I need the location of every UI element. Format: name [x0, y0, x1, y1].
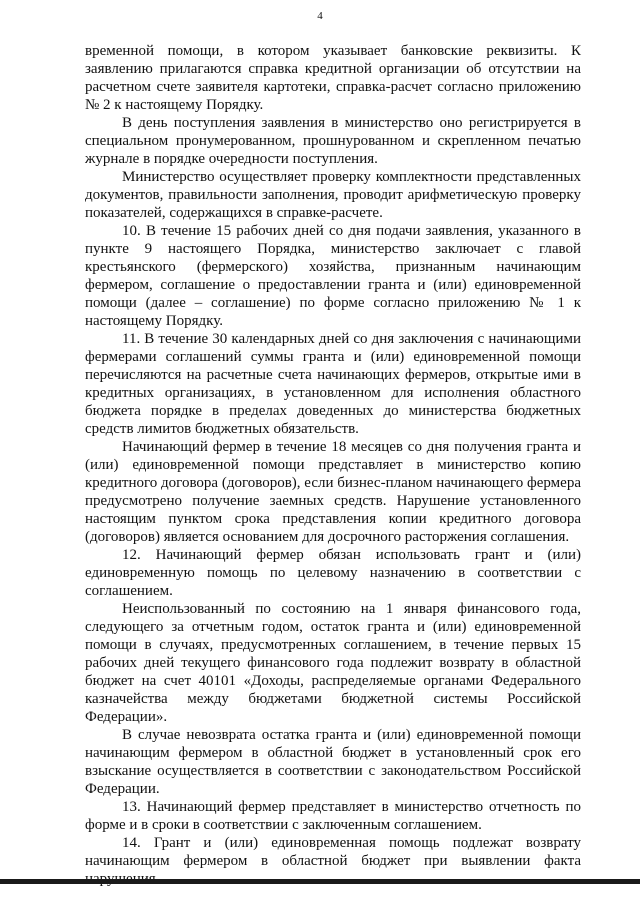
paragraph: временной помощи, в котором указывает банковские реквизиты. К заявлению прилагаются справка кредитной организации об отсутствии на расчетном счете заявителя картотеки, справка-расчет согласно приложению № 2 к настоящему Порядку.: [85, 43, 581, 113]
page-number: 4: [317, 10, 323, 22]
document-body: [85, 42, 581, 888]
paragraph: 12. Начинающий фермер обязан использовать грант и (или) единовременную помощь по целевому назначению в соответствии с соглашением.: [85, 547, 581, 599]
paragraph: 14. Грант и (или) единовременная помощь подлежат возврату начинающим фермером в областной бюджет при выявлении факта: [85, 835, 581, 869]
bottom-scan-edge: [0, 879, 640, 884]
paragraph: Начинающий фермер в течение 18 месяцев со дня получения гранта и (или) единовременной помощи представляет в министерство копию кредитного договора (договоров), если бизнес-планом начинающего фермера предусмотрено получение заемных средств. Нарушение установленного настоящим пунктом срока представления копии кредитного договора (договоров) является основанием для досрочного расторжения соглашения.: [85, 439, 581, 545]
paragraph: В случае невозврата остатка гранта и (или) единовременной помощи начинающим фермером в областной бюджет в установленный срок его взыскание осуществляется в соответствии с законодательством Российской Федерации.: [85, 727, 581, 797]
paragraph: В день поступления заявления в министерство оно регистрируется в специальном пронумерованном, прошнурованном и скрепленном печатью журнале в порядке очередности поступления.: [85, 115, 581, 167]
paragraph: 10. В течение 15 рабочих дней со дня подачи заявления, указанного в пункте 9 настоящего Порядка, министерство заключает с главой крестьянского (фермерского) хозяйства, признанным начинающим фермером, соглашение о предоставлении гранта и (или) единовременной помощи (далее – соглашение) по форме согласно приложению № 1 к настоящему Порядку.: [85, 223, 581, 329]
paragraph: Неиспользованный по состоянию на 1 января финансового года, следующего за отчетным годом, остаток гранта и (или) единовременной помощи в случаях, предусмотренных соглашением, в течение первых 15 рабочих дней текущего финансового года подлежит возврату в областной бюджет на счет 40101 «Доходы, распределяемые органами Федерального казначейства между бюджетами бюджетной системы Российской Федерации».: [85, 601, 581, 725]
paragraph: Министерство осуществляет проверку комплектности представленных документов, правильности заполнения, проводит арифметическую проверку показателей, содержащихся в справке-расчете.: [85, 169, 581, 221]
paragraph: 13. Начинающий фермер представляет в министерство отчетность по форме и в сроки в соответствии с заключенным соглашением.: [85, 799, 581, 833]
paragraph: 11. В течение 30 календарных дней со дня заключения с начинающими фермерами соглашений суммы гранта и (или) единовременной помощи перечисляются на расчетные счета начинающих фермеров, открытые ими в кредитных организациях, в установленном для исполнения областного бюджета порядке в пределах доведенных до министерства бюджетных средств лимитов бюджетных обязательств.: [85, 331, 581, 437]
